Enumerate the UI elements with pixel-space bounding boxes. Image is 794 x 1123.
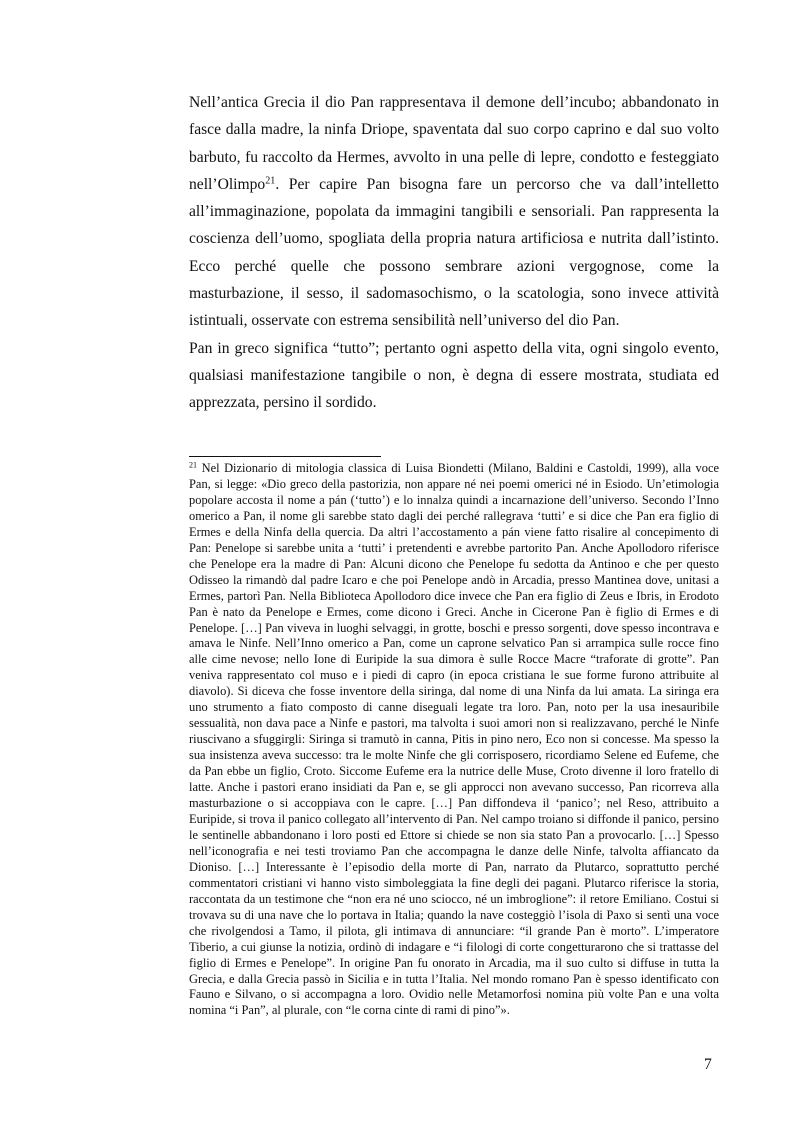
footnote-reference[interactable]: 21 (265, 175, 276, 187)
footnote-number: 21 (189, 460, 198, 470)
paragraph-1-text-a: Nell’antica Grecia il dio Pan rappresentava il demone dell’incubo; abbandonato in fasce dalla madre, la ninfa Driope, spaventata dal suo corpo caprino e dal suo volto barbuto, fu raccolto da Hermes, avvolto in una pelle di lepre, condotto e festeggiato nell’Olimpo (189, 94, 719, 193)
footnote-separator (189, 456, 381, 457)
footnote-paragraph (189, 461, 719, 1019)
paragraph-2: Pan in greco significa “tutto”; pertanto ogni aspetto della vita, ogni singolo evento, qualsiasi manifestazione tangibile o non, è degna di essere mostrata, studiata ed apprezzata, persino il sordido. (189, 339, 719, 412)
main-text (189, 89, 719, 417)
footnote-text: Nel Dizionario di mitologia classica di Luisa Biondetti (Milano, Baldini e Castoldi, 1999), alla voce Pan, si legge: «Dio greco della pastorizia, non appare né nei poemi omerici né in Esiodo. Un’etimologia popolare accosta il nome a pán (‘tutto’) e lo innalza quindi a incarnazione dell’universo. Secondo l’Inno omerico a Pan, il nome gli sarebbe stato dagli dei perché rallegrava ‘tutti’ e si dice che Pan era figlio di Ermes e della Ninfa della quercia. Da altri l’accostamento a pán viene fatto risalire al concepimento di Pan: Penelope si sarebbe unita a ‘tutti’ i pretendenti e avrebbe partorito Pan. Anche Apollodoro riferisce che Penelope era la madre di Pan: Alcuni dicono che Penelope fu sedotta da Antinoo e che per questo Odisseo la rimandò dal padre Icaro e che poi Penelope andò in Arcadia, presso Mantinea dove, unitasi a Ermes, partorì Pan. Nella Biblioteca Apollodoro dice invece che Pan era figlio di Zeus e Ibris, in Erodoto Pan è nato da Penelope e Ermes, come dicono i Greci. Anche in Cicerone Pan è figlio di Ermes e di Penelope. […] Pan viveva in luoghi selvaggi, in grotte, boschi e presso sorgenti, dove spesso incontrava e amava le Ninfe. Nell’Inno omerico a Pan, come un caprone selvatico Pan si arrampica sulle rocce fino alle cime nevose; nello Ione di Euripide la sua dimora è sulle Rocce Macre “traforate di grotte”. Pan veniva rappresentato col muso e i piedi di capro (in epoca cristiana le sue forme furono attribuite al diavolo). Si diceva che fosse inventore della siringa, dal nome di una Ninfa da lui amata. La siringa era uno strumento a fiato composto di canne diseguali legate tra loro. Pan, noto per la usa inesauribile sessualità, non dava pace a Ninfe e pastori, ma talvolta i suoi amori non si realizzavano, perché le Ninfe riuscivano a sfuggirgli: Siringa si tramutò in canna, Pitis in pino nero, Eco non si concesse. Ma spesso la sua insistenza aveva successo: tra le molte Ninfe che gli corrisposero, ricordiamo Selene ed Eufeme, che da Pan ebbe un figlio, Croto. Siccome Eufeme era la nutrice delle Muse, Croto divenne il loro fratello di latte. Anche i pastori erano insidiati da Pan e, se gli approcci non avevano successo, Pan ricorreva alla masturbazione o si accoppiava con le capre. […] Pan diffondeva il ‘panico’; nel Reso, attribuito a Euripide, si trova il panico collegato all’intervento di Pan. Nel campo troiano si diffonde il panico, persino le sentinelle abbandonano i loro posti ed Ettore si chiede se non sia stato Pan a provocarlo. […] Spesso nell’iconografia e nei testi troviamo Pan che accompagna le danze delle Ninfe, talvolta affiancato da Dioniso. […] Interessante è l’episodio della morte di Pan, narrato da Plutarco, soprattutto perché commentatori cristiani vi hanno visto simboleggiata la fine degli dei pagani. Plutarco riferisce la storia, raccontata da un testimone che “non era né uno sciocco, né un imbroglione”: il retore Emiliano. Costui si trovava su di una nave che lo portava in Italia; quando la nave costeggiò l’isola di Paxo si sentì una voce che rivolgendosi a Tamo, il pilota, gli intimava di annunciare: “il grande Pan è morto”. L’imperatore Tiberio, a cui giunse la notizia, ordinò di indagare e “i filologi di corte congetturarono che si trattasse del figlio di Ermes e Penelope”. In origine Pan fu onorato in Arcadia, ma il suo culto si diffuse in tutta la Grecia, e dalla Grecia passò in Sicilia e in tutta l’Italia. Nel mondo romano Pan è spesso identificato con Fauno e Silvano, o si accompagna a loro. Ovidio nelle Metamorfosi nomina più volte Pan e una volta nomina “i Pan”, al plurale, con “le corna cinte di rami di pino”». (189, 461, 719, 1018)
paragraph-1 (189, 89, 719, 335)
page-number: 7 (704, 1056, 712, 1073)
footnote (189, 461, 719, 1019)
paragraph-1-text-b: . Per capire Pan bisogna fare un percorso che va dall’intelletto all’immaginazione, popolata da immagini tangibili e sensoriali. Pan rappresenta la coscienza dell’uomo, spogliata della propria natura artificiosa e nutrita dall’istinto. Ecco perché quelle che possono sembrare azioni vergognose, come la masturbazione, il sesso, il sadomasochismo, o la scatologia, sono invece attività istintuali, osservate con estrema sensibilità nell’universo del dio Pan. (189, 175, 719, 330)
